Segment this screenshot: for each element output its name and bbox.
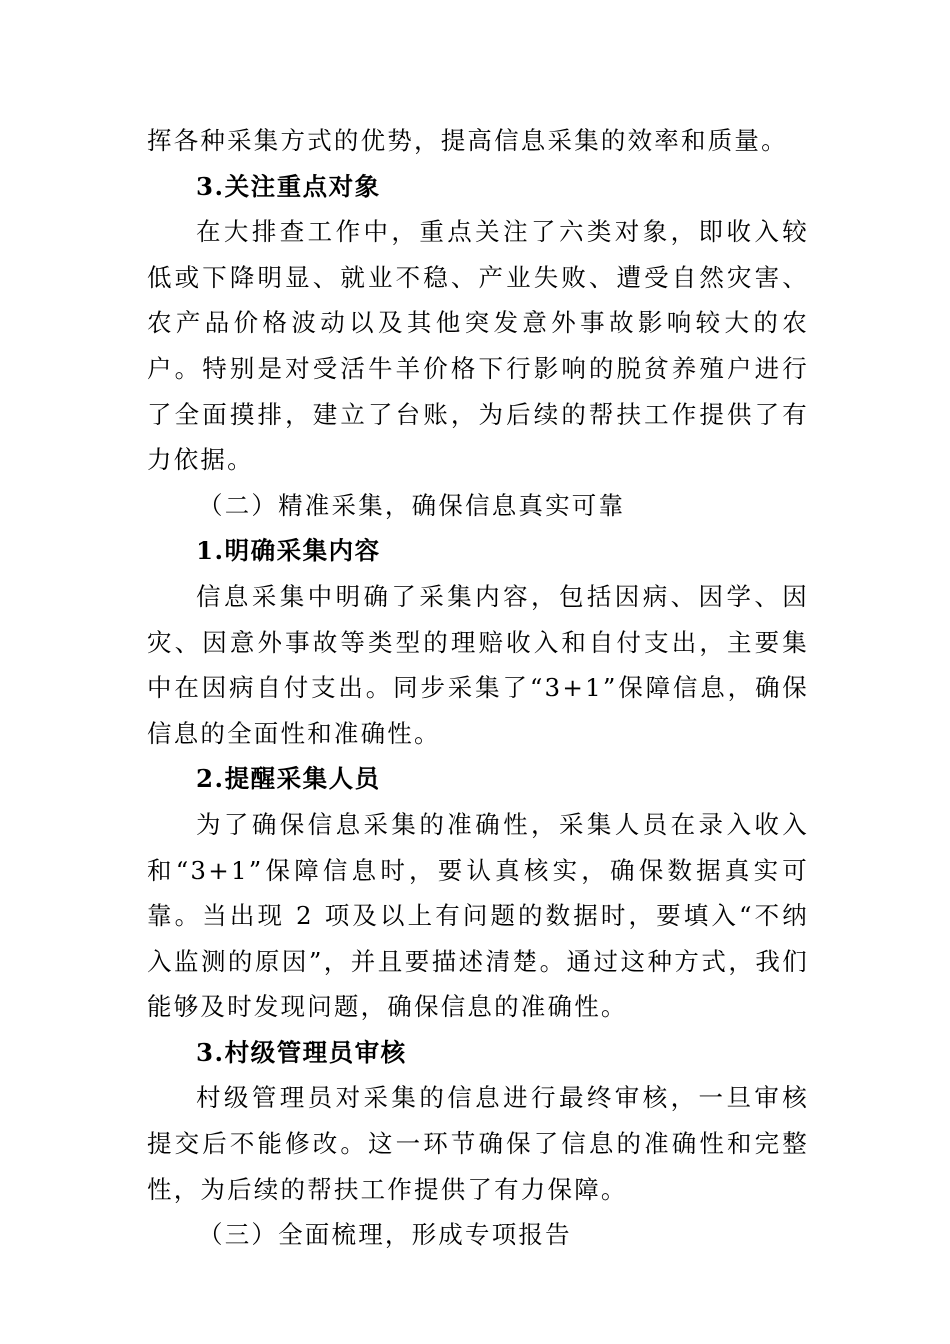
paragraph-intro-tail: 挥各种采集方式的优势，提高信息采集的效率和质量。 — [147, 126, 788, 155]
paragraph-remind-collectors: 为了确保信息采集的准确性，采集人员在录入收入和“3+1”保障信息时，要认真核实，确保数据真实可靠。当出现 2 项及以上有问题的数据时，要填入“不纳入监测的原因”，并且要描述清楚。通过这种方式，我们能够及时发现问题，确保信息的准确性。 — [147, 809, 809, 1022]
heading-remind-collectors: 2.提醒采集人员 — [196, 764, 381, 794]
heading-collection-content: 1.明确采集内容 — [196, 536, 381, 566]
document-page — [147, 118, 809, 1258]
paragraph-focus-objects: 在大排查工作中，重点关注了六类对象，即收入较低或下降明显、就业不稳、产业失败、遭受自然灾害、农产品价格波动以及其他突发意外事故影响较大的农户。特别是对受活牛羊价格下行影响的脱贫养殖户进行了全面摸排，建立了台账，为后续的帮扶工作提供了有力依据。 — [147, 217, 809, 475]
heading-focus-objects: 3.关注重点对象 — [196, 171, 381, 201]
section-heading-three: （三）全面梳理，形成专项报告 — [198, 1220, 572, 1250]
paragraph-collection-content: 信息采集中明确了采集内容，包括因病、因学、因灾、因意外事故等类型的理赔收入和自付支出，主要集中在因病自付支出。同步采集了“3+1”保障信息，确保信息的全面性和准确性。 — [147, 581, 809, 748]
paragraph-village-review: 村级管理员对采集的信息进行最终审核，一旦审核提交后不能修改。这一环节确保了信息的准确性和完整性，为后续的帮扶工作提供了有力保障。 — [147, 1083, 809, 1204]
heading-village-review: 3.村级管理员审核 — [196, 1037, 407, 1067]
section-heading-two: （二）精准采集，确保信息真实可靠 — [198, 490, 626, 520]
